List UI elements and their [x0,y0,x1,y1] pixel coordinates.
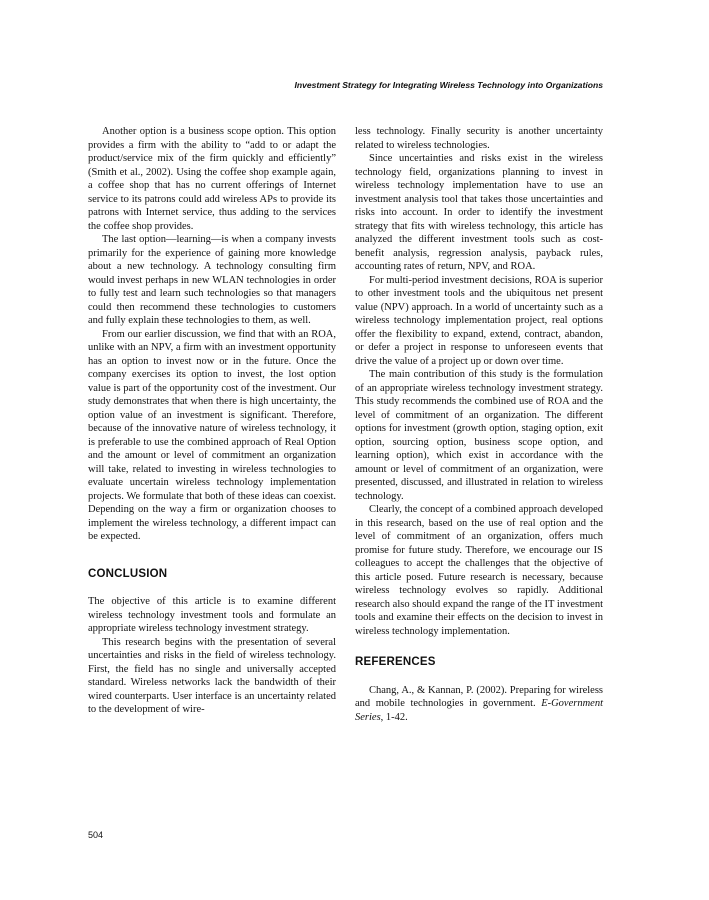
paragraph-learning-option: The last option—learning—is when a company invests primarily for the experience of gaining more knowledge about a new technology. A technology consulting firm would invest perhaps in new WLAN technologies in order to fully test and learn such technologies so that managers could then recommend these technologies to customers and fully explain these technologies to them, as well. [88,234,336,326]
page-number: 504 [88,830,104,840]
paragraph-future-study: Clearly, the concept of a combined approach developed in this research, based on the use of real option and the level of commitment of an organization, offers much promise for future study. Therefore, we encourage our IS colleagues to accept the challenges that the objective of this article posed. Future research is necessary, because wireless technology evolves so rapidly. Additional research also should expand the range of the IT investment tools and examine their effects on the decision to invest in wireless technology implementation. [355,504,603,637]
paragraph-conclusion-research: This research begins with the presentation of several uncertainties and risks in the field of wireless technology. First, the field has no single and universally accepted standard. Wireless networks lack the bandwidth of their wired counterparts. User interface is an uncertainty related to the development of wire- [88,636,336,715]
running-head: Investment Strategy for Integrating Wireless Technology into Organizations [294,80,603,90]
paragraph-uncertainties: Since uncertainties and risks exist in the wireless technology field, organizations planning to invest in wireless technology implementation have to use an investment analysis tool that takes those uncertainties and risks into account. In order to identify the investment strategy that fits with wireless technology, this article has analyzed the different investment tools such as cost-benefit analysis, regression analysis, payback rules, accounting rates of return, NPV, and ROA. [355,153,603,272]
left-column [88,125,336,717]
right-column [355,125,603,724]
references-heading: REFERENCES [355,656,436,668]
reference-text: Chang, A., & Kannan, P. (2002). Preparing for wireless and mobile technologies in government. [355,684,603,709]
paragraph-business-scope: Another option is a business scope option. This option provides a firm with the ability to “add to or adapt the product/service mix of the firm quickly and efficiently” (Smith et al., 2002). Using the coffee shop example again, a coffee shop that has no current offerings of Internet service to its patrons could add wireless APs to provide its patrons with Internet service, thus adding to the services the coffee shop provides. [88,126,336,232]
reference-entry [355,684,603,725]
paragraph-main-contribution: The main contribution of this study is the formulation of an appropriate wireless technology investment strategy. This study recommends the combined use of ROA and the level of commitment of an organization. The different options for investment (growth option, staging option, exit option, sourcing option, business scope option, and learning option), which exist in accordance with the amount or level of commitment of an organization, were presented, discussed, and illustrated in relation to wireless technology. [355,369,603,502]
paragraph-roa-discussion: From our earlier discussion, we find that with an ROA, unlike with an NPV, a firm with an investment opportunity has an option to invest now or in the future. Once the company exercises its option to invest, the lost option value is part of the opportunity cost of the investment. Our study demonstrates that when there is high uncertainty, the option value of an investment is significant. Therefore, because of the innovative nature of wireless technology, it is preferable to use the combined approach of Real Option and the amount or level of commitment an organization will take, related to investing in wireless technologies to evaluate uncertain wireless technology implementation projects. We formulate that both of these ideas can coexist. Depending on the way a firm or organization chooses to implement the wireless technology, a different impact can be expected. [88,328,336,542]
paragraph-conclusion-objective: The objective of this article is to examine different wireless technology investment tools and formulate an appropriate wireless technology investment strategy. [88,596,336,634]
paragraph-multi-period: For multi-period investment decisions, ROA is superior to other investment tools and the ubiquitous net present value (NPV) approach. In a world of uncertainty such as a wireless technology implementation project, real options offer the flexibility to expand, extend, contract, abandon, or defer a project in response to unforeseen events that drive the value of a project up or down over time. [355,274,603,367]
paragraph-continuation: less technology. Finally security is another uncertainty related to wireless technologies. [355,126,603,151]
reference-series: E-Government Series [355,698,603,723]
reference-pages: , 1-42. [380,711,408,723]
conclusion-heading: CONCLUSION [88,567,168,580]
